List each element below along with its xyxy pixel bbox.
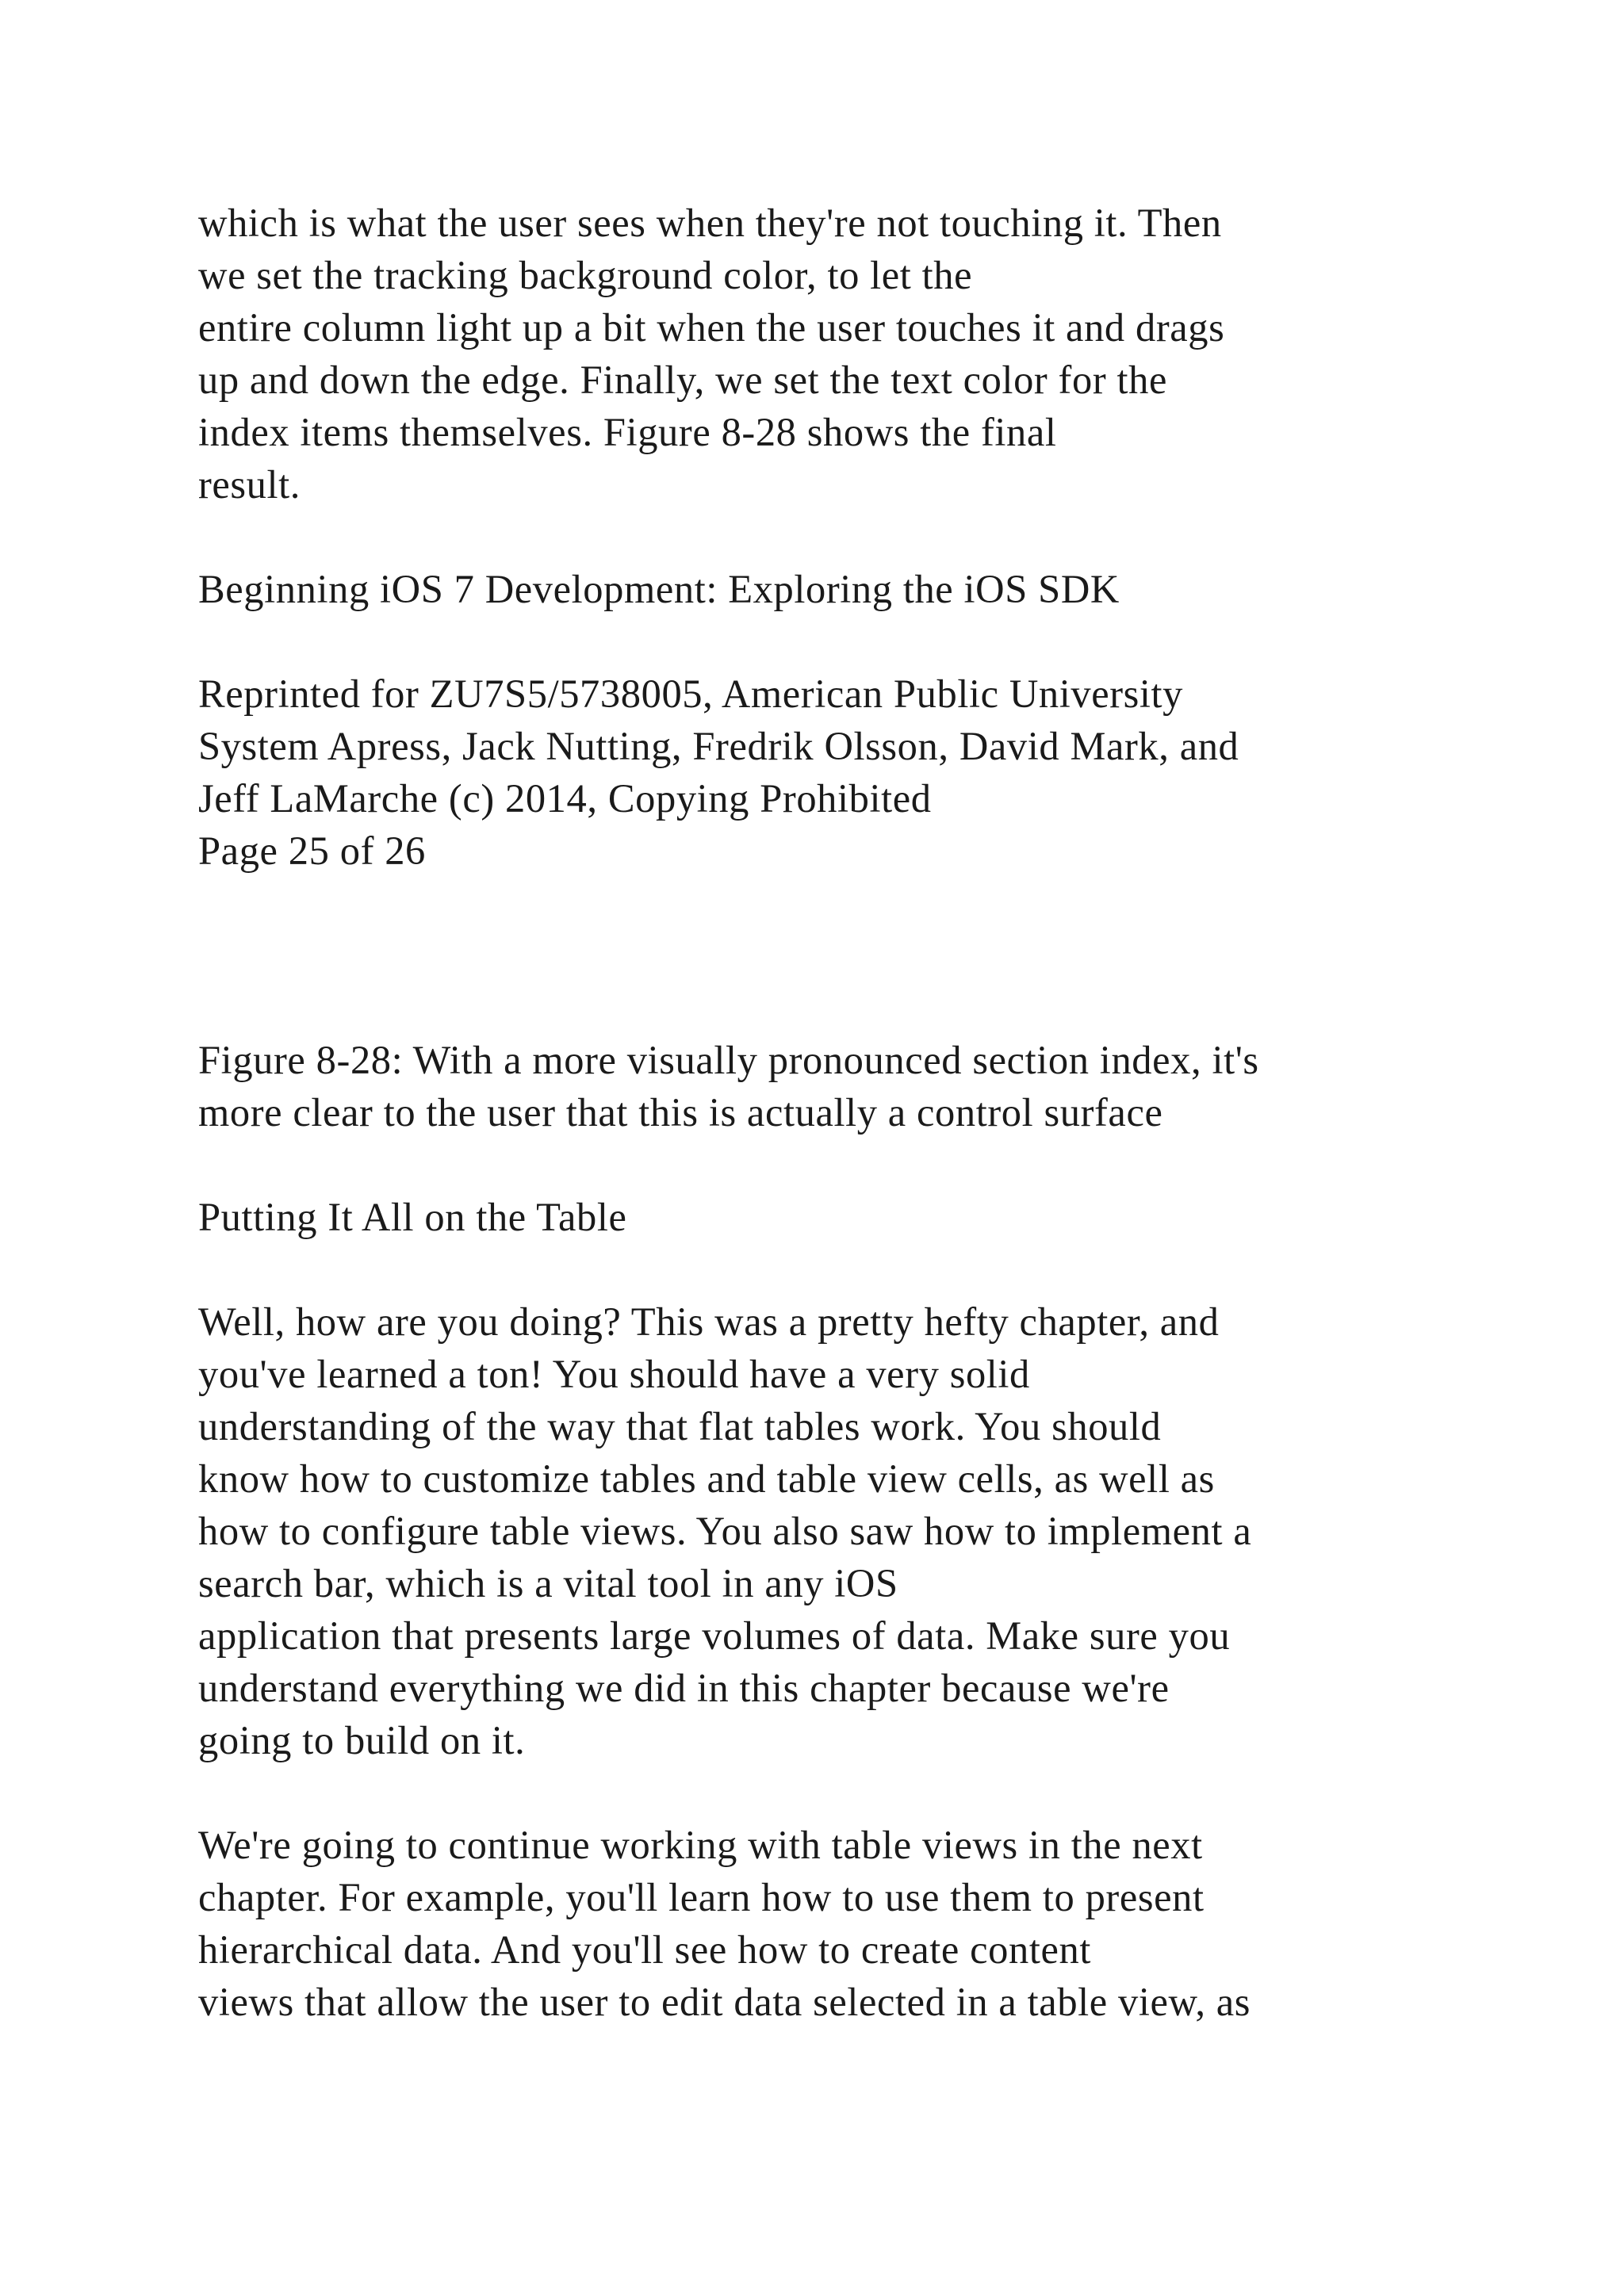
text-line: application that presents large volumes of data. Make sure you	[198, 1613, 1231, 1658]
text-line: entire column light up a bit when the user touches it and drags	[198, 305, 1225, 350]
text-line: more clear to the user that this is actually a control surface	[198, 1090, 1163, 1135]
book-title-text: Beginning iOS 7 Development: Exploring the iOS SDK	[198, 567, 1120, 611]
text-line: which is what the user sees when they're not touching it. Then	[198, 201, 1222, 245]
text-line: know how to customize tables and table view cells, as well as	[198, 1456, 1215, 1501]
text-line: search bar, which is a vital tool in any iOS	[198, 1561, 898, 1605]
text-line: Well, how are you doing? This was a pretty hefty chapter, and	[198, 1299, 1220, 1344]
text-line: We're going to continue working with table views in the next	[198, 1823, 1203, 1867]
spacer	[198, 511, 1546, 563]
spacer	[198, 615, 1546, 668]
section-heading	[198, 1191, 1546, 1243]
figure-caption	[198, 1034, 1546, 1138]
text-line: hierarchical data. And you'll see how to create content	[198, 1927, 1091, 1972]
text-line: result.	[198, 462, 301, 507]
text-line: going to build on it.	[198, 1718, 526, 1762]
book-title	[198, 563, 1546, 615]
text-line: Reprinted for ZU7S5/5738005, American Public University	[198, 672, 1184, 716]
text-line: views that allow the user to edit data selected in a table view, as	[198, 1980, 1251, 2024]
text-line: chapter. For example, you'll learn how to use them to present	[198, 1875, 1205, 1919]
text-line: how to configure table views. You also saw how to implement a	[198, 1509, 1252, 1553]
text-line: up and down the edge. Finally, we set the text color for the	[198, 358, 1167, 402]
text-line: index items themselves. Figure 8-28 shows the final	[198, 410, 1057, 454]
intro-paragraph	[198, 197, 1546, 511]
reprint-notice	[198, 668, 1546, 877]
text-line: understanding of the way that flat tables work. You should	[198, 1404, 1162, 1448]
text-line: Jeff LaMarche (c) 2014, Copying Prohibited	[198, 776, 932, 821]
figure-placeholder	[198, 877, 1546, 1034]
section-heading-text: Putting It All on the Table	[198, 1195, 627, 1239]
spacer	[198, 1243, 1546, 1295]
spacer	[198, 1138, 1546, 1191]
summary-paragraph	[198, 1295, 1546, 1766]
text-line: you've learned a ton! You should have a very solid	[198, 1352, 1030, 1396]
page-number: Page 25 of 26	[198, 828, 426, 873]
next-chapter-paragraph	[198, 1819, 1546, 2028]
text-line: understand everything we did in this chapter because we're	[198, 1666, 1170, 1710]
text-line: Figure 8-28: With a more visually pronounced section index, it's	[198, 1038, 1259, 1082]
text-line: System Apress, Jack Nutting, Fredrik Olsson, David Mark, and	[198, 724, 1239, 768]
document-page	[198, 197, 1546, 2028]
spacer	[198, 1766, 1546, 1819]
text-line: we set the tracking background color, to let the	[198, 253, 973, 297]
